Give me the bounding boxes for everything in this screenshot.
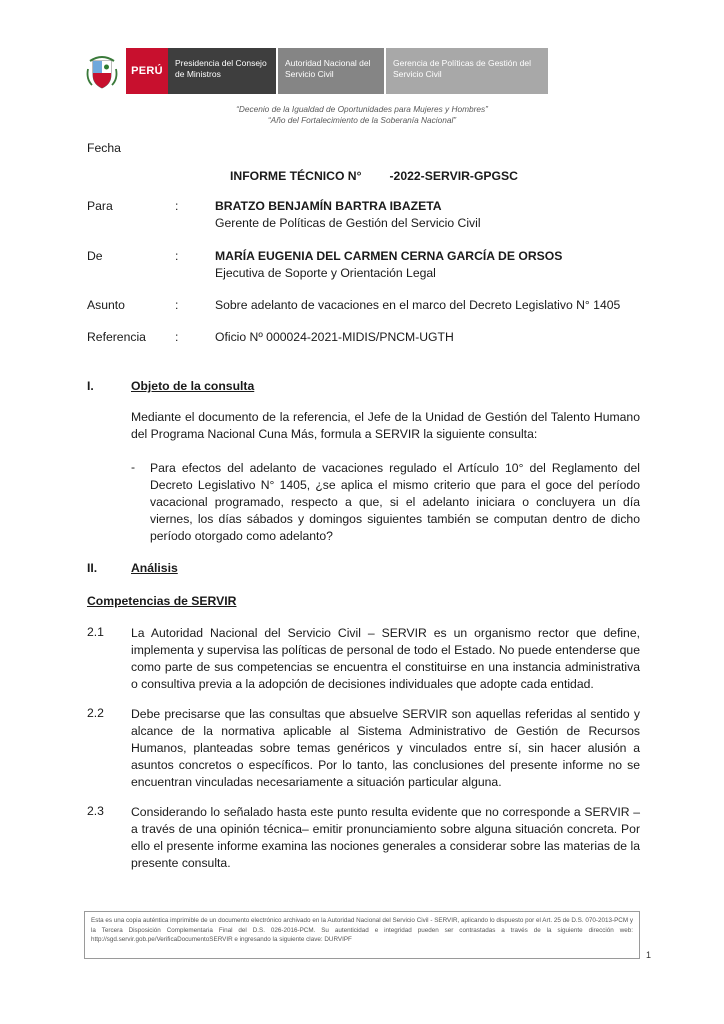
- page-number: 1: [646, 950, 652, 960]
- bullet-marker: -: [131, 460, 136, 474]
- section-heading-1: [87, 379, 254, 393]
- decenio-line-1: “Decenio de la Igualdad de Oportunidades para Mujeres y Hombres”: [236, 104, 488, 114]
- section-number: I.: [87, 379, 94, 393]
- paragraph-number: 2.1: [87, 625, 104, 639]
- paragraph-text: Considerando lo señalado hasta este punto resulta evidente que no corresponde a SERVIR –a través de una opinión técnica– emitir pronunciamiento sobre alguna situación concreta. Por ello el presente informe examina las nociones generales a considerar sobre las materias de la presente consulta.: [131, 805, 640, 870]
- memo-separator: :: [175, 249, 179, 263]
- informe-prefix: INFORME TÉCNICO N°: [230, 169, 362, 183]
- paragraph-text: Debe precisarse que las consultas que absuelve SERVIR son aquellas referidas al sentido y alcance de la normativa aplicable al Sistema Administrativo de Gestión de Recursos Humanos, planteadas sobre temas genéricos y vinculados entre sí, sin hacer alusión a asuntos concretos o específicos. Por lo tanto, las conclusiones del presente informe no se encuentran vinculadas necesariamente a situación particular alguna.: [131, 707, 640, 789]
- memo-de-name: MARÍA EUGENIA DEL CARMEN CERNA GARCÍA DE ORSOS: [215, 249, 563, 263]
- fecha-label: Fecha: [87, 141, 121, 155]
- section-title: Objeto de la consulta: [131, 379, 255, 393]
- paragraph-text: La Autoridad Nacional del Servicio Civil – SERVIR es un organismo rector que define, implementa y supervisa las políticas de personal de todo el Estado. No puede entenderse que como parte de sus competencias se encuentra el constituirse en una instancia administrativa o consultiva previa a la adopción de decisiones individuales que adopte cada entidad.: [131, 626, 640, 691]
- informe-title: [230, 169, 518, 183]
- memo-label: Asunto: [87, 298, 125, 312]
- header-box-pcm: Presidencia del Consejo de Ministros: [168, 48, 276, 94]
- decenio-banner: [0, 104, 724, 125]
- memo-de-role: Ejecutiva de Soporte y Orientación Legal: [215, 266, 436, 280]
- section-heading-2: [87, 561, 178, 575]
- subsection-title: Competencias de SERVIR: [87, 594, 237, 608]
- paragraph-number: 2.3: [87, 804, 104, 818]
- memo-para-name: BRATZO BENJAMÍN BARTRA IBAZETA: [215, 199, 442, 213]
- memo-separator: :: [175, 298, 179, 312]
- memo-referencia-value: Oficio Nº 000024-2021-MIDIS/PNCM-UGTH: [215, 330, 454, 344]
- memo-asunto-value: Sobre adelanto de vacaciones en el marco del Decreto Legislativo N° 1405: [215, 298, 621, 312]
- section-title: Análisis: [131, 561, 178, 575]
- informe-suffix: -2022-SERVIR-GPGSC: [389, 169, 518, 183]
- header-box-gerencia: Gerencia de Políticas de Gestión del Servicio Civil: [386, 48, 548, 94]
- consulta-bullet: Para efectos del adelanto de vacaciones regulado el Artículo 10° del Reglamento del Decreto Legislativo N° 1405, ¿se aplica el mismo criterio que para el goce del período vacacional programado, respecto a que, si el adelanto iniciara o concluyera un día viernes, los días sábados y domingos siguientes también se computan dentro de dicho período otorgado como adelanto?: [150, 461, 640, 543]
- peru-logo: PERÚ: [126, 48, 168, 94]
- authenticity-footer: Esta es una copia auténtica imprimible de un documento electrónico archivado en la Autoridad Nacional del Servicio Civil - SERVIR, aplicando lo dispuesto por el Art. 25 de D.S. 070-2013-PCM y la Tercera Disposición Complementaria Final del D.S. 026-2016-PCM. Su autenticidad e integridad pueden ser contrastadas a través de la siguiente dirección web: http://sgd.servir.gob.pe/VerificaDocumentoSERVIR e ingresando la siguiente clave: DURVIPF: [84, 911, 640, 959]
- memo-label: Referencia: [87, 330, 146, 344]
- memo-separator: :: [175, 330, 179, 344]
- header-box-servir: Autoridad Nacional del Servicio Civil: [278, 48, 384, 94]
- section1-intro: Mediante el documento de la referencia, el Jefe de la Unidad de Gestión del Talento Humano del Programa Nacional Cuna Más, formula a SERVIR la siguiente consulta:: [131, 410, 640, 441]
- memo-separator: :: [175, 199, 179, 213]
- memo-label: De: [87, 249, 103, 263]
- coat-of-arms-icon: [84, 51, 120, 91]
- memo-label: Para: [87, 199, 113, 213]
- paragraph-number: 2.2: [87, 706, 104, 720]
- section-number: II.: [87, 561, 98, 575]
- memo-para-role: Gerente de Políticas de Gestión del Servicio Civil: [215, 216, 481, 230]
- decenio-line-2: “Año del Fortalecimiento de la Soberanía Nacional”: [267, 114, 457, 125]
- institutional-header: [84, 48, 548, 94]
